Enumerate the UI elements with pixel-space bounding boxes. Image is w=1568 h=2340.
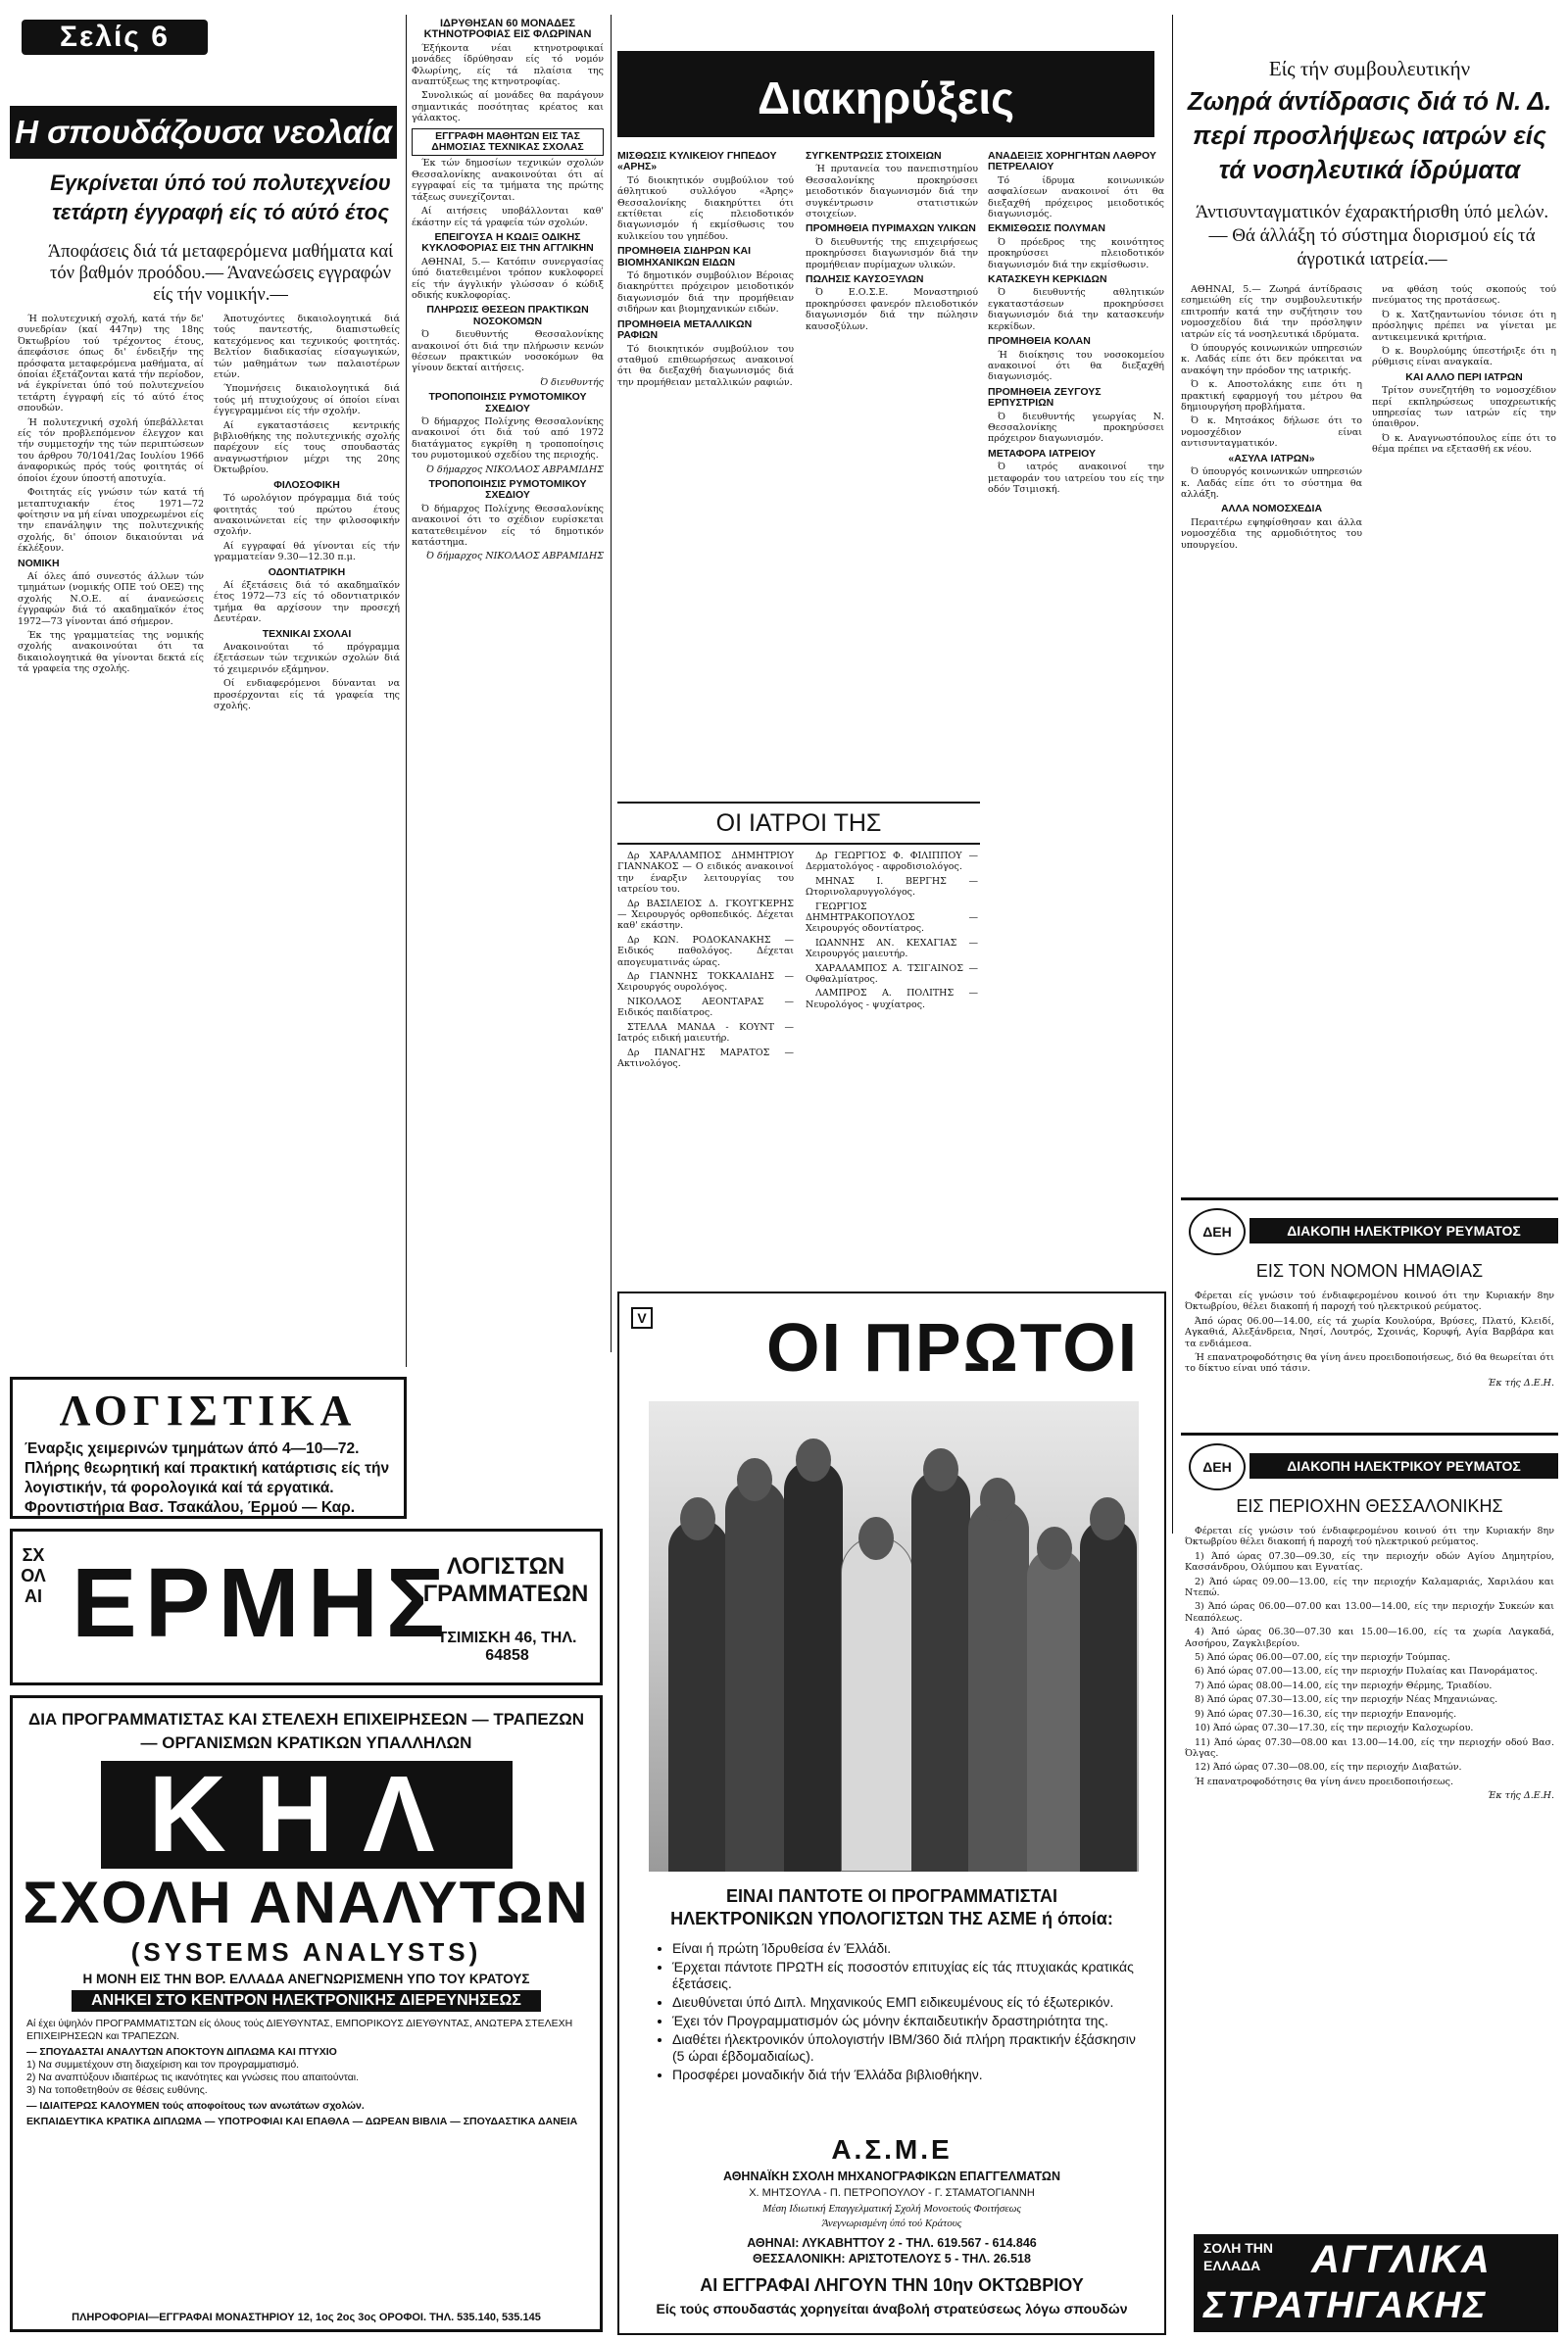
paragraph: 5) Άπό ώρας 06.00—07.00, είς την περιοχήν Τούμπας. [1195, 1652, 1450, 1664]
doctors-title: ΟΙ ΙΑΤΡΟΙ ΤΗΣ [617, 802, 980, 845]
paragraph: 7) Άπό ώρας 08.00—14.00, είς την περιοχήν Θέρμης, Τριαδίου. [1195, 1680, 1493, 1691]
person-figure [725, 1480, 786, 1872]
paragraph: Αί αιτήσεις υποβάλλονται καθ' έκάστην είς τά γραφεία τών σχολών. [412, 206, 604, 228]
paragraph: Τρίτον συνεζητήθη το νομοσχέδιον περί εκπληρώσεως υποχρεωτικής υπηρεσίας των ιατρών είς την ύπαιθρον. [1372, 385, 1556, 430]
auctions-column-2 [806, 147, 978, 794]
hospital-heading: ΠΛΗΡΩΣΙΣ ΘΕΣΕΩΝ ΠΡΑΚΤΙΚΩΝ ΝΟΣΟΚΟΜΩΝ [426, 304, 589, 327]
youth-banner-text: Η σπουδάζουσα νεολαία [15, 114, 392, 150]
dei-logo-text: ΔΕΗ [1202, 1459, 1232, 1475]
person-head [980, 1478, 1015, 1521]
person-figure [968, 1499, 1029, 1872]
kel-body-line: Αί έχει ύψηλόν ΠΡΟΓΡΑΜΜΑΤΙΣΤΩΝ είς όλους τούς ΔΙΕΥΘΥΝΤΑΣ, ΕΜΠΟΡΙΚΟΥΣ ΔΙΕΥΘΥΝΤΑΣ, ΑΝΩΤΕΡΑ ΣΤΕΛΕΧΗ ΕΠΙΧΕΙΡΗΣΕΩΝ και ΤΡΑΠΕΖΩΝ. [26, 2018, 573, 2042]
youth-column-1 [18, 314, 204, 1176]
asme-license: Μέση Ιδιωτική Επαγγελματική Σχολή Μονοετούς Φοιτήσεως [762, 2203, 1021, 2215]
paragraph: 1) Άπό ώρας 07.30—09.30, είς την περιοχήν οδών Αγίου Δημητρίου, Κασσάνδρου, Ολύμπου και Εγνατίας. [1185, 1550, 1554, 1574]
advisory-subhead: Άντισυνταγματικόν έχαρακτήρισθη ύπό μελών.— Θά άλλάξη τό σύστημα διορισμού είς τά άγροτικά ιατρεία.— [1195, 202, 1549, 269]
paragraph: 2) Άπό ώρας 09.00—13.00, είς την περιοχήν Καλαμαριάς, Χαριλάου και Ντεπώ. [1185, 1576, 1554, 1599]
asme-point: • Διαθέτει ήλεκτρονικόν ύπολογιστήν IBM/360 διά πλήρη πρακτικήν έξάσκησιν (5 ώραι έβδομαδιαίως). [672, 2031, 1145, 2065]
doctor-entry: Δρ ΧΑΡΑΛΑΜΠΟΣ ΔΗΜΗΤΡΙΟΥ ΓΙΑΝΝΑΚΟΣ — Ο ειδικός ανακοινοί την έναρξιν λειτουργίας του ιατρείου του. [617, 851, 794, 896]
paragraph: Ό πρόεδρος της κοινότητος προκηρύσσει πλειοδοτικόν διαγωνισμόν διά την εκμίσθωσιν. [988, 236, 1164, 270]
auction-heading: ΚΑΤΑΣΚΕΥΗ ΚΕΡΚΙΔΩΝ [988, 273, 1107, 286]
asme-point: • Διευθύνεται ύπό Διπλ. Μηχανικούς ΕΜΠ ειδικευμένους είς τό έξωτερικόν. [672, 1994, 1145, 2011]
auctions-banner: Διακηρύξεις [617, 51, 1154, 137]
asme-title: ΟΙ ΠΡΩΤΟΙ [766, 1309, 1140, 1386]
paragraph: Αί όλες άπό συνεστός άλλων τών τμημάτων (νομικής ΟΠΕ τού ΟΕΞ) της σχολής Ν.Ο.Ε. αί άνανεώσεις έγγραφών διά τό ακαδημαϊκόν έτος 1972—73 γίνονται άπό σήμερον. [18, 570, 204, 627]
paragraph: Περαιτέρω εψηφίσθησαν και άλλα νομοσχέδια της αρμοδιότητος του υπουργείου. [1181, 516, 1362, 551]
paragraph: Έκ της γραμματείας της νομικής σχολής ανακοινούται ότι τα δικαιολογητικά θα γίνονται δεκτά είς τά γραφεία της σχολής. [18, 629, 204, 675]
person-figure [1080, 1519, 1137, 1872]
paragraph: να φθάση τούς σκοπούς τού πνεύματος της προτάσεως. [1372, 284, 1556, 307]
auctions-column-3 [988, 147, 1164, 1279]
anglika-small-1: ΣΟΛΗ ΤΗΝ [1203, 2240, 1274, 2256]
paragraph: Τό ωρολόγιον πρόγραμμα διά τούς φοιτητάς τού πρώτου έτους ανακοινώνεται είς την φιλοσοφικήν σχολήν. [214, 493, 400, 538]
ermis-sub: ΛΟΓΙΣΤΩΝ ΓΡΑΜΜΑΤΕΩΝ [422, 1553, 589, 1607]
doctor-entry: Δρ ΠΑΝΑΓΗΣ ΜΑΡΑΤΟΣ — Ακτινολόγος. [617, 1047, 794, 1069]
paragraph: 12) Άπό ώρας 07.30—08.00, είς την περιοχήν Διαβατών. [1195, 1762, 1462, 1774]
ermis-name: ΕΡΜΗΣ [72, 1548, 453, 1658]
asme-people: Χ. ΜΗΤΣΟΥΛΑ - Π. ΠΕΤΡΟΠΟΥΛΟΥ - Γ. ΣΤΑΜΑΤΟΓΙΑΝΝΗ [749, 2187, 1035, 2199]
paragraph: Άπό ώρας 06.00—14.00, είς τά χωρία Κουλούρα, Βρύσες, Πλατύ, Κλειδί, Αγκαθιά, Αλεξάνδρεια, Νησί, Λουτρός, Σχοινάς, Κορυφή, Αγία Βαρβάρα και τα ενδιάμεσα. [1185, 1315, 1554, 1349]
paragraph: Τό δημοτικόν συμβούλιον Βέροιας διακηρύττει πρόχειρον μειοδοτικόν διαγωνισμόν διά την προμήθειαν σιδήρων και βιομηχανικών ειδών. [617, 270, 794, 316]
kel-body-line: 3) Να τοποθετηθούν σε θέσεις ευθύνης. [26, 2084, 208, 2096]
paragraph: Ό κ. Βουρλούμης ύπεστήριξε ότι η ρύθμισις είναι αναγκαία. [1372, 346, 1556, 368]
paragraph: Ό ύπουργός κοινωνικών υπηρεσιών κ. Λαδάς είπε ότι δεν πρόκειται να ανακόψη την πρόοδον της ιατρικής. [1181, 343, 1362, 376]
asme-point: • Προσφέρει μοναδικήν διά τήν Έλλάδα βιβλιοθήκην. [672, 2067, 1145, 2083]
kel-body-line: 2) Να αναπτύξουν ιδιαιτέρως τις ικανότητες και γνώσεις που απαιτούνται. [26, 2072, 360, 2083]
auctions-column-1 [617, 147, 794, 794]
paragraph: Αί εγκαταστάσεις κεντρικής βιβλιοθήκης της πολυτεχνικής σχολής παρέχουν είς τους σπουδαστάς αναγνωστήριον μέχρι της 20ης Όκτωβρίου. [214, 419, 400, 476]
paragraph: Ό ιατρός ανακοινοί την μεταφοράν του ιατρείου του είς την οδόν Τσιμισκή. [988, 462, 1164, 495]
paragraph: Ή διοίκησις του νοσοκομείου ανακοινοί ότι θα διεξαχθή διαγωνισμός. [988, 349, 1164, 383]
paragraph: Ή επανατροφοδότησις θα γίνη άνευ προειδοποιήσεως. [1195, 1776, 1453, 1787]
dei-title: ΕΙΣ ΤΟΝ ΝΟΜΟΝ ΗΜΑΘΙΑΣ [1255, 1261, 1484, 1281]
asme-org: ΑΘΗΝΑΪΚΗ ΣΧΟΛΗ ΜΗΧΑΝΟΓΡΑΦΙΚΩΝ ΕΠΑΓΓΕΛΜΑΤΩΝ [723, 2169, 1060, 2183]
youth-column-2 [214, 314, 400, 1176]
kel-title: ΣΧΟΛΗ ΑΝΑΛΥΤΩΝ [23, 1870, 590, 1935]
anglika-ad [1194, 2234, 1558, 2332]
anglika-big-1: ΑΓΓΛΙΚΑ [1311, 2238, 1492, 2281]
kel-top-line2: — ΟΡΓΑΝΙΣΜΩΝ ΚΡΑΤΙΚΩΝ ΥΠΑΛΛΗΛΩΝ [140, 1733, 472, 1752]
traffic-heading: ΕΠΕΙΓΟΥΣΑ Η ΚΩΔΙΞ ΟΔΙΚΗΣ ΚΥΚΛΟΦΟΡΙΑΣ ΕΙΣ ΤΗΝ ΑΓΓΛΙΚΗΝ [421, 230, 594, 255]
asme-point: • Είναι ή πρώτη Ίδρυθείσα έν Έλλάδι. [672, 1940, 1145, 1957]
kel-line1: Η ΜΟΝΗ ΕΙΣ ΤΗΝ ΒΟΡ. ΕΛΛΑΔΑ ΑΝΕΓΝΩΡΙΣΜΕΝΗ ΥΠΟ ΤΟΥ ΚΡΑΤΟΥΣ [82, 1972, 530, 1986]
asme-point: • Έχει τόν Προγραμματισμόν ώς μόνην έκπαιδευτικήν δραστηριότητα της. [672, 2013, 1145, 2029]
person-figure [1027, 1548, 1084, 1872]
asme-address-athens: ΑΘΗΝΑΙ: ΛΥΚΑΒΗΤΤΟΥ 2 - ΤΗΛ. 619.567 - 614.846 [747, 2236, 1037, 2250]
paragraph: ΑΘΗΝΑΙ, 5.— Κατόπιν συνεργασίας ύπό διατεθειμένοι τρόπον κυκλοφορεί είς τήν άγγλικήν γλώσσαν ό κώδιξ οδικής κυκλοφορίας. [412, 256, 604, 301]
advisory-kicker: Είς τήν συμβουλευτικήν [1268, 57, 1471, 80]
paragraph: Ό ύπουργός κοινωνικών υπηρεσιών κ. Λαδάς είπε ότι το σύστημα θα αλλάξη. [1181, 466, 1362, 500]
doctor-entry: Δρ ΒΑΣΙΛΕΙΟΣ Δ. ΓΚΟΥΓΚΕΡΗΣ — Χειρουργός ορθοπεδικός. Δέχεται καθ' εκάστην. [617, 898, 794, 932]
group-photo [649, 1401, 1139, 1872]
doctors-column-1 [617, 851, 794, 1282]
asme-ad [617, 1292, 1166, 2335]
doctor-entry: ΙΩΑΝΝΗΣ ΑΝ. ΚΕΧΑΓΙΑΣ — Χειρουργός μαιευτήρ. [806, 937, 978, 960]
auction-heading: ΑΝΑΔΕΙΞΙΣ ΧΟΡΗΓΗΤΩΝ ΛΑΘΡΟΥ ΠΕΤΡΕΛΑΙΟΥ [988, 150, 1156, 173]
kel-body-line: 1) Να συμμετέχουν στη διαχείριση και τον προγραμματισμό. [26, 2059, 300, 2071]
paragraph: Ό κ. Μητσάκος δήλωσε ότι το νομοσχέδιον είναι αντισυνταγματικόν. [1181, 415, 1362, 450]
person-head [858, 1517, 894, 1560]
paragraph: Ό κ. Αναγνωστόπουλος είπε ότι το θέμα πρέπει να εξετασθή εκ νέου. [1372, 432, 1556, 456]
dentistry-heading: ΟΔΟΝΤΙΑΤΡΙΚΗ [268, 565, 346, 578]
signature: Έκ τής Δ.Ε.Η. [1487, 1377, 1554, 1389]
dei-logo-text: ΔΕΗ [1202, 1224, 1232, 1240]
doctor-entry: ΜΗΝΑΣ Ι. ΒΕΡΓΗΣ — Ωτορινολαρυγγολόγος. [806, 875, 978, 899]
ermis-address: ΤΣΙΜΙΣΚΗ 46, ΤΗΛ. 64858 [437, 1630, 577, 1664]
paragraph: Οί ενδιαφερόμενοι δύνανται να προσέρχονται είς τά γραφεία της σχολής. [214, 678, 400, 711]
paragraph: Τό διοικητικόν συμβούλιον του σταθμού επιθεωρήσεως ανακοινοί ότι θα διεξαχθή διαγωνισμός διά την προμήθειαν μεταλλικών ραφιών. [617, 343, 794, 388]
paragraph: Ό διευθυντής της επιχειρήσεως προκηρύσσει διαγωνισμόν διά την προμήθειαν πυρίμαχων υλικών. [806, 236, 978, 270]
asme-closing-1: ΑΙ ΕΓΓΡΑΦΑΙ ΛΗΓΟΥΝ ΤΗΝ 10ην ΟΚΤΩΒΡΙΟΥ [700, 2275, 1084, 2295]
kel-line2: ΑΝΗΚΕΙ ΣΤΟ ΚΕΝΤΡΟΝ ΗΛΕΚΤΡΟΝΙΚΗΣ ΔΙΕΡΕΥΝΗΣΕΩΣ [72, 1990, 541, 2012]
auction-heading: ΕΚΜΙΣΘΩΣΙΣ ΠΟΛΥΜΑΝ [988, 222, 1106, 235]
kel-ad [10, 1695, 603, 2332]
paragraph: ΑΘΗΝΑΙ, 5.— Ζωηρά άντίδρασις εσημειώθη είς την συμβουλευτικήν επιτροπήν κατά την συζήτησιν του νομοσχεδίου διά την πρόσληψιν ιατρών είς τά νοσηλευτικά ιδρύματα. [1181, 284, 1362, 340]
paragraph: Τό ίδρυμα κοινωνικών ασφαλίσεων ανακοινοί ότι θα διεξαχθή πρόχειρος μειοδοτικός διαγωνισμός. [988, 174, 1164, 220]
youth-subhead: Άποφάσεις διά τά μεταφερόμενα μαθήματα καί τόν βαθμόν προόδου.— Άνανεώσεις εγγραφών είς τήν νομικήν.— [47, 242, 394, 305]
paragraph: Ή επανατροφοδότησις θα γίνη άνευ προειδοποιήσεως, διό θα θεωρείται ότι το δίκτυο είναι υπό τάσιν. [1185, 1352, 1554, 1375]
auction-heading: ΠΡΟΜΗΘΕΙΑ ΠΥΡΙΜΑΧΩΝ ΥΛΙΚΩΝ [806, 222, 976, 235]
auction-heading: ΠΡΟΜΗΘΕΙΑ ΚΟΛΑΝ [988, 335, 1091, 348]
section-tag [22, 20, 208, 55]
section-tag-label: Σελίς 6 [60, 21, 170, 53]
ermis-ad [10, 1529, 603, 1685]
dei-header: ΔΙΑΚΟΠΗ ΗΛΕΚΤΡΙΚΟΥ ΡΕΥΜΑΤΟΣ [1250, 1453, 1558, 1479]
person-figure [668, 1519, 729, 1872]
dei-text [1185, 1526, 1554, 2231]
column-rule [1172, 15, 1173, 1534]
paragraph: Ό κ. Χατζηαντωνίου τόνισε ότι η πρόσληψις πρέπει να γίνεται με αντικειμενικά κριτήρια. [1372, 309, 1556, 343]
kel-top-line1: ΔΙΑ ΠΡΟΓΡΑΜΜΑΤΙΣΤΑΣ ΚΑΙ ΣΤΕΛΕΧΗ ΕΠΙΧΕΙΡΗΣΕΩΝ — ΤΡΑΠΕΖΩΝ [27, 1710, 584, 1729]
kel-body-line: — ΣΠΟΥΔΑΣΤΑΙ ΑΝΑΛΥΤΩΝ ΑΠΟΚΤΟΥΝ ΔΙΠΛΩΜΑ ΚΑΙ ΠΤΥΧΙΟ [26, 2046, 337, 2058]
paragraph: Αί εγγραφαί θά γίνονται είς τήν γραμματείαν 9.30—12.30 π.μ. [214, 540, 400, 563]
ktinotrofia-article [412, 15, 604, 1372]
youth-banner [10, 106, 397, 159]
auction-heading: ΠΡΟΜΗΘΕΙΑ ΜΕΤΑΛΛΙΚΩΝ ΡΑΦΙΩΝ [617, 317, 753, 342]
technical-heading: ΤΕΧΝΙΚΑΙ ΣΧΟΛΑΙ [262, 627, 352, 640]
auction-heading: ΜΙΣΘΩΣΙΣ ΚΥΛΙΚΕΙΟΥ ΓΗΠΕΔΟΥ «ΑΡΗΣ» [617, 150, 777, 173]
doctors-column-2 [806, 851, 978, 1282]
paragraph: Έκ τών δημοσίων τεχνικών σχολών Θεσσαλονίκης ανακοινούται ότι αί εγγραφαί είς τα τμήματα της πρώτης τάξεως συνεχίζονται. [412, 158, 604, 203]
paragraph: 3) Άπό ώρας 06.00—07.00 και 13.00—14.00, είς την περιοχήν Συκεών και Νεαπόλεως. [1185, 1601, 1554, 1624]
asme-point: • Έρχεται πάντοτε ΠΡΩΤΗ είς ποσοστόν επιτυχίας είς τάς πτυχιακάς κρατικάς έξετάσεις. [672, 1959, 1145, 1992]
paragraph: Ή πολυτεχνική σχολή ύπεβάλλεται είς τόν προβλεπόμενον έλεγχον και τήν συμμετοχήν της τών περιπτώσεων του άρθρου 70/1041/2ας Ιουλίου 1966 άναφορικώς πρός τούς φοιτητάς οί όποίοι έχουν ύποστή αποτυχία. [18, 416, 204, 484]
ktinotrofia-heading: ΙΔΡΥΘΗΣΑΝ 60 ΜΟΝΑΔΕΣ ΚΤΗΝΟΤΡΟΦΙΑΣ ΕΙΣ ΦΛΩΡΙΝΑΝ [423, 18, 592, 41]
column-rule [611, 15, 612, 1352]
paragraph: Ό δήμαρχος Πολίχνης Θεσσαλονίκης ανακοινοί ότι το σχέδιον ευρίσκεται κατατεθειμένον είς τό δημοτικόν κατάστημα. [412, 503, 604, 549]
kel-body [13, 2012, 600, 2204]
doctor-entry: ΛΑΜΠΡΟΣ Α. ΠΟΛΙΤΗΣ — Νευρολόγος - ψυχίατρος. [806, 988, 978, 1010]
signature: Ό δήμαρχος ΝΙΚΟΛΑΟΣ ΑΒΡΑΜΙΔΗΣ [426, 463, 604, 475]
paragraph: Αί έξετάσεις διά τό ακαδημαϊκόν έτος 1972—73 είς τό οδοντιατρικόν τμήμα θα αρχίσουν την προσεχή Δευτέραν. [214, 579, 400, 625]
logistika-ad [10, 1377, 407, 1519]
anglika-small-2: ΕΛΛΑΔΑ [1203, 2258, 1261, 2273]
signature: Έκ τής Δ.Ε.Η. [1487, 1790, 1554, 1802]
paragraph: Έξήκοντα νέαι κτηνοτροφικαί μονάδες ίδρύθησαν είς τό νομόν Φλωρίνης, είς τά πλαίσια της αναπτύξεως της κτηνοτροφίας. [412, 42, 604, 88]
paragraph: Ό Ε.Ο.Σ.Ε. Μοναστηριού προκηρύσσει φανερόν πλειοδοτικόν διαγωνισμόν διά την πώλησιν καυσοξύλων. [806, 287, 978, 332]
logistika-text: Έναρξις χειμερινών τμημάτων άπό 4—10—72. Πλήρης θεωρητική καί πρακτική κατάρτισις είς τήν λογιστικήν, τά φορολογικά καί τά εργατικά. Φροντιστήρια Βασ. Τσακάλου, Έρμού — Καρ. [24, 1440, 390, 1516]
kel-logo: ΚΗΛ [101, 1761, 513, 1869]
dei-title: ΕΙΣ ΠΕΡΙΟΧΗΝ ΘΕΣΣΑΛΟΝΙΚΗΣ [1236, 1496, 1503, 1516]
paragraph: 6) Άπό ώρας 07.00—13.00, είς την περιοχήν Πυλαίας και Πανοράματος. [1195, 1666, 1538, 1678]
auction-heading: ΠΡΟΜΗΘΕΙΑ ΣΙΔΗΡΩΝ ΚΑΙ ΒΙΟΜΗΧΑΝΙΚΩΝ ΕΙΔΩΝ [617, 245, 752, 268]
paragraph: 8) Άπό ώρας 07.30—13.00, είς την περιοχήν Νέας Μηχανιώνας. [1195, 1694, 1498, 1706]
auction-heading: ΠΩΛΗΣΙΣ ΚΑΥΣΟΞΥΛΩΝ [806, 273, 924, 286]
person-figure [784, 1460, 843, 1872]
kel-body-line: ΕΚΠΑΙΔΕΥΤΙΚΑ ΚΡΑΤΙΚΑ ΔΙΠΛΩΜΑ — ΥΠΟΤΡΟΦΙΑΙ ΚΑΙ ΕΠΑΘΛΑ — ΔΩΡΕΑΝ ΒΙΒΛΙΑ — ΣΠΟΥΔΑΣΤΙΚΑ ΔΑΝΕΙΑ [26, 2116, 578, 2127]
advisory-headline: Ζωηρά άντίδρασις διά τό Ν. Δ. περί προσλήψεως ιατρών είς τά νοσηλευτικά ίδρύματα [1187, 86, 1552, 184]
auction-heading: ΠΡΟΜΗΘΕΙΑ ΖΕΥΓΟΥΣ ΕΡΠΥΣΤΡΙΩΝ [988, 385, 1102, 410]
dei-logo [1189, 1443, 1246, 1490]
paragraph: Φέρεται είς γνώσιν τού ένδιαφερομένου κοινού ότι την Κυριακήν 8ην Όκτωβρίου θέλει διακοπή ή παροχή τού ηλεκτρικού ρεύματος. [1185, 1526, 1554, 1548]
paragraph: Ή πρυτανεία του πανεπιστημίου Θεσσαλονίκης προκηρύσσει μειοδοτικόν διαγωνισμόν διά την συγκέντρωσιν στατιστικών στοιχείων. [806, 164, 978, 220]
advisory-column-2 [1372, 284, 1556, 1195]
person-head [737, 1458, 772, 1501]
auction-heading: ΣΥΓΚΕΝΤΡΩΣΙΣ ΣΤΟΙΧΕΙΩΝ [806, 150, 942, 162]
signature: Ό διευθυντής [540, 376, 604, 388]
paragraph: Φέρεται είς γνώσιν τού ένδιαφερομένου κοινού ότι την Κυριακήν 8ην Όκτωβρίου, θέλει διακοπή ή παροχή τού ηλεκτρικού ρεύματος. [1185, 1291, 1554, 1313]
logistika-title: ΛΟΓΙΣΤΙΚΑ [59, 1387, 358, 1435]
asme-approved: Άνεγνωρισμένη ύπό τού Κράτους [821, 2218, 962, 2229]
dei-header: ΔΙΑΚΟΠΗ ΗΛΕΚΤΡΙΚΟΥ ΡΕΥΜΑΤΟΣ [1250, 1218, 1558, 1243]
paragraph: Φοιτητάς είς γνώσιν τών κατά τή μεταπτυχιακήν έτος 1971—72 φοίτησιν να μή είναι υποχρεωμένοι είς την επανάληψιν της πολυτεχνικής σχολής, δι' όποιον δικαιούνται νά έκλέξουν. [18, 487, 204, 555]
plan1-heading: ΤΡΟΠΟΠΟΙΗΣΙΣ ΡΥΜΟΤΟΜΙΚΟΥ ΣΧΕΔΙΟΥ [428, 391, 587, 414]
paragraph: Ό κ. Αποστολάκης ειπε ότι η πρακτική εφαρμογή του μέτρου θα δημιουργήση προβλήματα. [1181, 379, 1362, 414]
dei-notice-imathia [1181, 1197, 1558, 1426]
doctor-entry: ΓΕΩΡΓΙΟΣ ΔΗΜΗΤΡΑΚΟΠΟΥΛΟΣ — Χειρουργός οδοντίατρος. [806, 901, 978, 935]
dei-logo [1189, 1208, 1246, 1255]
person-figure [911, 1470, 970, 1872]
paragraph: Ανακοινούται τό πρόγραμμα έξετάσεων τών τεχνικών σχολών διά τό χειμερινόν εξάμηνον. [214, 641, 400, 675]
doctor-entry: Δρ ΚΩΝ. ΡΟΔΟΚΑΝΑΚΗΣ — Ειδικός παθολόγος. Δέχεται απογευματινάς ώρας. [617, 934, 794, 968]
asme-lead-1: ΕΙΝΑΙ ΠΑΝΤΟΤΕ ΟΙ ΠΡΟΓΡΑΜΜΑΤΙΣΤΑΙ [725, 1886, 1058, 1906]
paragraph: Τό διοικητικόν συμβούλιον τού άθλητικού συλλόγου «Άρης» Θεσσαλονίκης διακηρύττει ότι εκτίθεται είς πλειοδοτικόν διαγωνισμόν ή εκμίσθωσις του κυλικείου του γηπέδου. [617, 174, 794, 242]
paragraph: Άποτυχόντες δικαιολογητικά διά τούς παντεστής, διαπιστωθείς κατεχόμενος και τεχνικούς φοιτητάς. Βελτίον διαδικασίας είσαγωγικών, τών μαθημάτων των παλαιοτέρων ετών. [214, 314, 400, 381]
asme-address-thessaloniki: ΘΕΣΣΑΛΟΝΙΚΗ: ΑΡΙΣΤΟΤΕΛΟΥΣ 5 - ΤΗΛ. 26.518 [753, 2252, 1031, 2266]
youth-headline: Εγκρίνεται ύπό τού πολυτεχνείου τετάρτη έγγραφή είς τό αύτό έτος [50, 171, 391, 224]
asme-lead-2: ΗΛΕΚΤΡΟΝΙΚΩΝ ΥΠΟΛΟΓΙΣΤΩΝ ΤΗΣ ΑΣΜΕ ή όποία: [670, 1909, 1113, 1928]
person-head [1090, 1497, 1125, 1540]
philosophy-heading: ΦΙΛΟΣΟΦΙΚΗ [273, 478, 340, 491]
auction-heading: ΜΕΤΑΦΟΡΑ ΙΑΤΡΕΙΟΥ [988, 447, 1097, 460]
advisory-subheading: ΚΑΙ ΑΛΛΟ ΠΕΡΙ ΙΑΤΡΩΝ [1405, 370, 1523, 383]
dei-text [1185, 1291, 1554, 1424]
asme-closing-2: Είς τούς σπουδαστάς χορηγείται άναβολή στρατεύσεως λόγω σπουδών [656, 2301, 1128, 2316]
person-head [1037, 1527, 1072, 1570]
signature: Ό δήμαρχος ΝΙΚΟΛΑΟΣ ΑΒΡΑΜΙΔΗΣ [426, 551, 604, 562]
doctor-entry: ΣΤΕΛΛΑ ΜΑΝΔΑ - ΚΟΥΝΤ — Ιατρός ειδική μαιευτήρ. [617, 1021, 794, 1045]
asme-flag: V [631, 1307, 653, 1329]
ermis-side-label: ΣΧΟΛΑΙ [21, 1545, 46, 1606]
person-head [796, 1438, 831, 1482]
advisory-subheading: «ΑΣΥΛΑ ΙΑΤΡΩΝ» [1228, 452, 1315, 464]
paragraph: Ό δήμαρχος Πολίχνης Θεσσαλονίκης ανακοινοί ότι διά τού από 1972 διατάγματος εγκρίθη η τροποποίησις του ρυμοτομικού σχεδίου της περιοχής. [412, 416, 604, 462]
kel-body-line: — ΙΔΙΑΙΤΕΡΩΣ ΚΑΛΟΥΜΕΝ τούς αποφοίτους των ανωτάτων σχολών. [26, 2100, 365, 2112]
asme-name: Α.Σ.Μ.Ε [831, 2134, 953, 2165]
doctor-entry: Δρ ΓΕΩΡΓΙΟΣ Φ. ΦΙΛΙΠΠΟΥ — Δερματολόγος - αφροδισιολόγος. [806, 851, 978, 873]
paragraph: 9) Άπό ώρας 07.30—16.30, είς την περιοχήν Επανομής. [1195, 1708, 1457, 1720]
students-heading: ΕΓΓΡΑΦΗ ΜΑΘΗΤΩΝ ΕΙΣ ΤΑΣ ΔΗΜΟΣΙΑΣ ΤΕΧΝΙΚΑΣ ΣΧΟΛΑΣ [412, 128, 604, 157]
paragraph: Ύπομνήσεις δικαιολογητικά διά τούς μή πτυχιούχους οί όποίοι είναι έγγεγραμμένοι είς τήν σχολήν. [214, 383, 400, 417]
person-head [680, 1497, 715, 1540]
asme-points [659, 1940, 1145, 2085]
doctor-entry: Δρ ΓΙΑΝΝΗΣ ΤΟΚΚΑΛΙΔΗΣ — Χειρουργός ουρολόγος. [617, 971, 794, 994]
anglika-big-2: ΣΤΡΑΤΗΓΑΚΗΣ [1203, 2285, 1488, 2326]
person-figure [841, 1536, 913, 1872]
paragraph: 10) Άπό ώρας 07.30—17.30, είς την περιοχήν Καλοχωρίου. [1195, 1723, 1474, 1734]
doctor-entry: ΧΑΡΑΛΑΜΠΟΣ Α. ΤΣΙΓΑΙΝΟΣ — Οφθαλμίατρος. [806, 962, 978, 986]
paragraph: Ή πολυτεχνική σχολή, κατά τήν δε' συνεδρίαν (καί 447ην) της 18ης Όκτωβρίου τού τρέχοντος έτους, άπεφάσισε όπως δι' ένδειξήν της πρόσφατα μεταφερόμενα μαθήματα, αί όποίαι έξετάζονται κατά τήν περίοδον, νά έγκρίνεται ύπό τού πολυτεχνείου τετάρτη έγγραφή είς τό αύτό έτος σπουδών. [18, 314, 204, 414]
kel-english: (SYSTEMS ANALYSTS) [130, 1937, 482, 1967]
paragraph: Συνολικώς αί μονάδες θα παράγουν σημαντικάς ποσότητας κρέατος και γάλακτος. [412, 90, 604, 124]
column-rule [406, 15, 407, 1367]
advisory-column-1 [1181, 284, 1362, 1195]
paragraph: 11) Άπό ώρας 07.30—08.00 και 13.00—14.00, είς την περιοχήν οδού Βασ. Όλγας. [1185, 1736, 1554, 1759]
law-heading: ΝΟΜΙΚΗ [18, 557, 60, 569]
dei-notice-thessaloniki [1181, 1433, 1558, 2234]
paragraph: Ό διευθυντής Θεσσαλονίκης ανακοινοί ότι διά την πλήρωσιν κενών θέσεων πρακτικών νοσοκόμων θα γίνουν δεκταί αιτήσεις. [412, 329, 604, 374]
paragraph: Ό διευθυντής αθλητικών εγκαταστάσεων προκηρύσσει διαγωνισμόν διά την κατασκευήν κερκίδων. [988, 287, 1164, 332]
person-head [923, 1448, 958, 1491]
paragraph: Ό διευθυντής γεωργίας Ν. Θεσσαλονίκης προκηρύσσει πρόχειρον διαγωνισμόν. [988, 411, 1164, 445]
advisory-subheading: ΑΛΛΑ ΝΟΜΟΣΧΕΔΙΑ [1220, 503, 1323, 515]
kel-footer: ΠΛΗΡΟΦΟΡΙΑΙ—ΕΓΓΡΑΦΑΙ ΜΟΝΑΣΤΗΡΙΟΥ 12, 1ος 2ος 3ος ΟΡΟΦΟΙ. ΤΗΛ. 535.140, 535.145 [72, 2312, 541, 2323]
plan2-heading: ΤΡΟΠΟΠΟΙΗΣΙΣ ΡΥΜΟΤΟΜΙΚΟΥ ΣΧΕΔΙΟΥ [428, 478, 587, 502]
paragraph: 4) Άπό ώρας 06.30—07.30 και 15.00—16.00, είς τα χωρία Λαγκαδά, Ασσήρου, Ζαγκλιβερίου. [1185, 1627, 1554, 1649]
doctor-entry: ΝΙΚΟΛΑΟΣ ΑΕΟΝΤΑΡΑΣ — Ειδικός παιδίατρος. [617, 996, 794, 1019]
